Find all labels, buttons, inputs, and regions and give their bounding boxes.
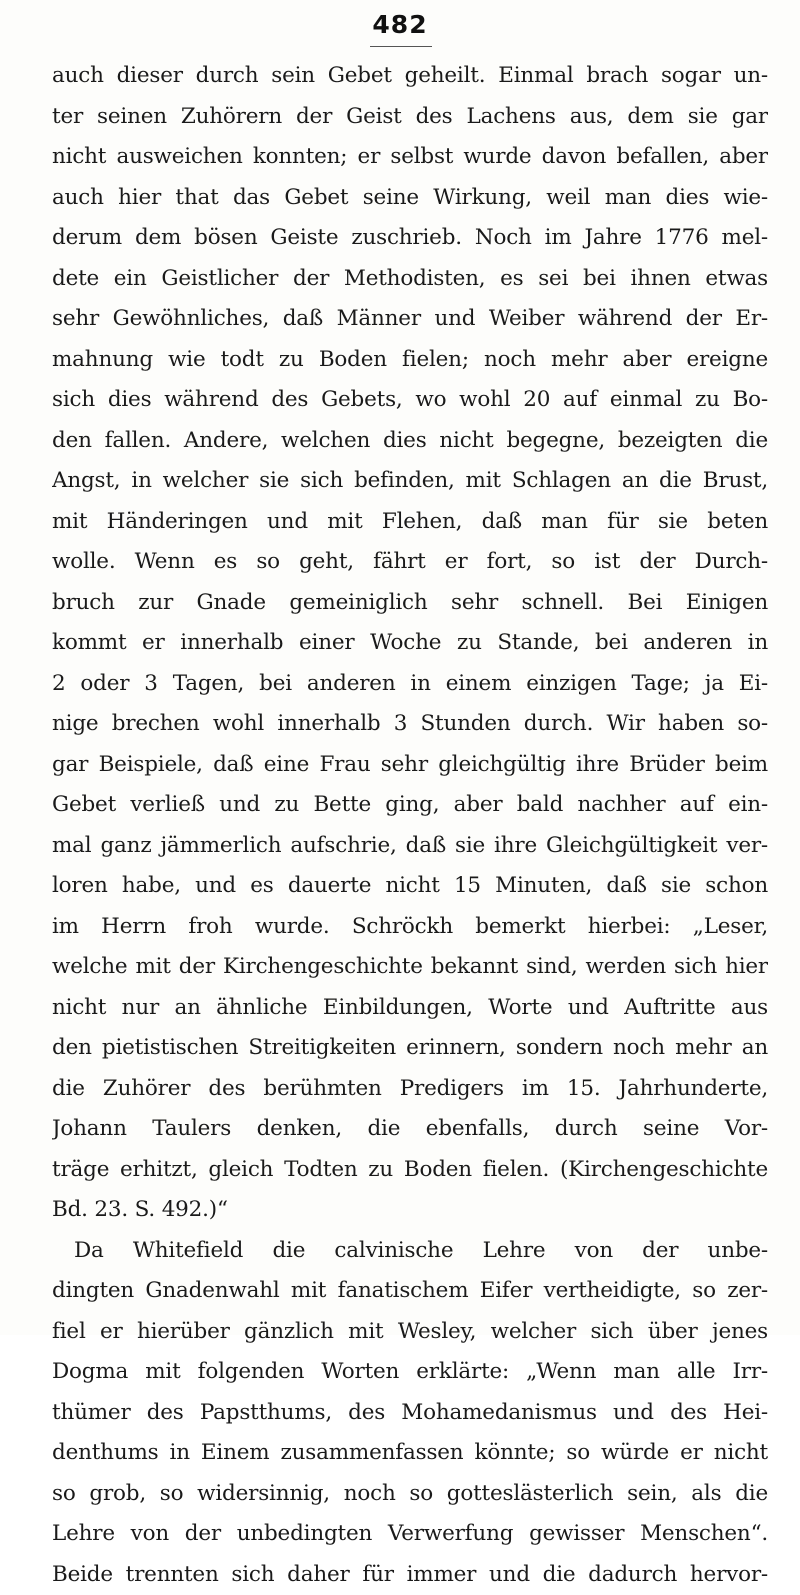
text-line: Dogma mit folgenden Worten erklärte: „Wenn man alle Irr- <box>52 1352 768 1393</box>
text-line: Beide trennten sich daher für immer und die dadurch hervor- <box>52 1555 768 1595</box>
text-line: loren habe, und es dauerte nicht 15 Minuten, daß sie schon <box>52 866 768 907</box>
text-line: mal ganz jämmerlich aufschrie, daß sie ihre Gleichgültigkeit ver- <box>52 826 768 867</box>
text-line: gar Beispiele, daß eine Frau sehr gleichgültig ihre Brüder beim <box>52 745 768 786</box>
text-line: mahnung wie todt zu Boden fielen; noch mehr aber ereigne <box>52 340 768 381</box>
text-line: nicht nur an ähnliche Einbildungen, Worte und Auftritte aus <box>52 988 768 1029</box>
text-line: ter seinen Zuhörern der Geist des Lachens aus, dem sie gar <box>52 97 768 138</box>
page-number: 482 <box>0 10 800 39</box>
text-line: dingten Gnadenwahl mit fanatischem Eifer vertheidigte, so zer- <box>52 1271 768 1312</box>
page-number-rule <box>370 46 432 47</box>
text-line: fiel er hierüber gänzlich mit Wesley, welcher sich über jenes <box>52 1312 768 1353</box>
text-line: dete ein Geistlicher der Methodisten, es sei bei ihnen etwas <box>52 259 768 300</box>
text-line: Johann Taulers denken, die ebenfalls, durch seine Vor- <box>52 1109 768 1150</box>
text-line: wolle. Wenn es so geht, fährt er fort, so ist der Durch- <box>52 542 768 583</box>
text-line: Gebet verließ und zu Bette ging, aber bald nachher auf ein- <box>52 785 768 826</box>
text-line: nige brechen wohl innerhalb 3 Stunden durch. Wir haben so- <box>52 704 768 745</box>
text-line: Bd. 23. S. 492.)“ <box>52 1190 768 1231</box>
text-line: 2 oder 3 Tagen, bei anderen in einem einzigen Tage; ja Ei- <box>52 664 768 705</box>
text-line: sich dies während des Gebets, wo wohl 20 auf einmal zu Bo- <box>52 380 768 421</box>
text-line: kommt er innerhalb einer Woche zu Stande, bei anderen in <box>52 623 768 664</box>
text-line: thümer des Papstthums, des Mohamedanismus und des Hei- <box>52 1393 768 1434</box>
text-line: im Herrn froh wurde. Schröckh bemerkt hierbei: „Leser, <box>52 907 768 948</box>
text-line: derum dem bösen Geiste zuschrieb. Noch im Jahre 1776 mel- <box>52 218 768 259</box>
body-text <box>52 56 768 1595</box>
text-line: denthums in Einem zusammenfassen könnte; so würde er nicht <box>52 1433 768 1474</box>
text-line: mit Händeringen und mit Flehen, daß man für sie beten <box>52 502 768 543</box>
text-line: Lehre von der unbedingten Verwerfung gewisser Menschen“. <box>52 1514 768 1555</box>
text-line: sehr Gewöhnliches, daß Männer und Weiber während der Er- <box>52 299 768 340</box>
text-line: welche mit der Kirchengeschichte bekannt sind, werden sich hier <box>52 947 768 988</box>
text-line: so grob, so widersinnig, noch so gotteslästerlich sein, als die <box>52 1474 768 1515</box>
text-line: träge erhitzt, gleich Todten zu Boden fielen. (Kirchengeschichte <box>52 1150 768 1191</box>
text-line: bruch zur Gnade gemeiniglich sehr schnell. Bei Einigen <box>52 583 768 624</box>
text-line: auch dieser durch sein Gebet geheilt. Einmal brach sogar un- <box>52 56 768 97</box>
text-line: Angst, in welcher sie sich befinden, mit Schlagen an die Brust, <box>52 461 768 502</box>
text-line: nicht ausweichen konnten; er selbst wurde davon befallen, aber <box>52 137 768 178</box>
text-line: auch hier that das Gebet seine Wirkung, weil man dies wie- <box>52 178 768 219</box>
text-line: die Zuhörer des berühmten Predigers im 15. Jahrhunderte, <box>52 1069 768 1110</box>
text-line: den pietistischen Streitigkeiten erinnern, sondern noch mehr an <box>52 1028 768 1069</box>
text-line: Da Whitefield die calvinische Lehre von der unbe- <box>52 1231 768 1272</box>
text-line: den fallen. Andere, welchen dies nicht begegne, bezeigten die <box>52 421 768 462</box>
